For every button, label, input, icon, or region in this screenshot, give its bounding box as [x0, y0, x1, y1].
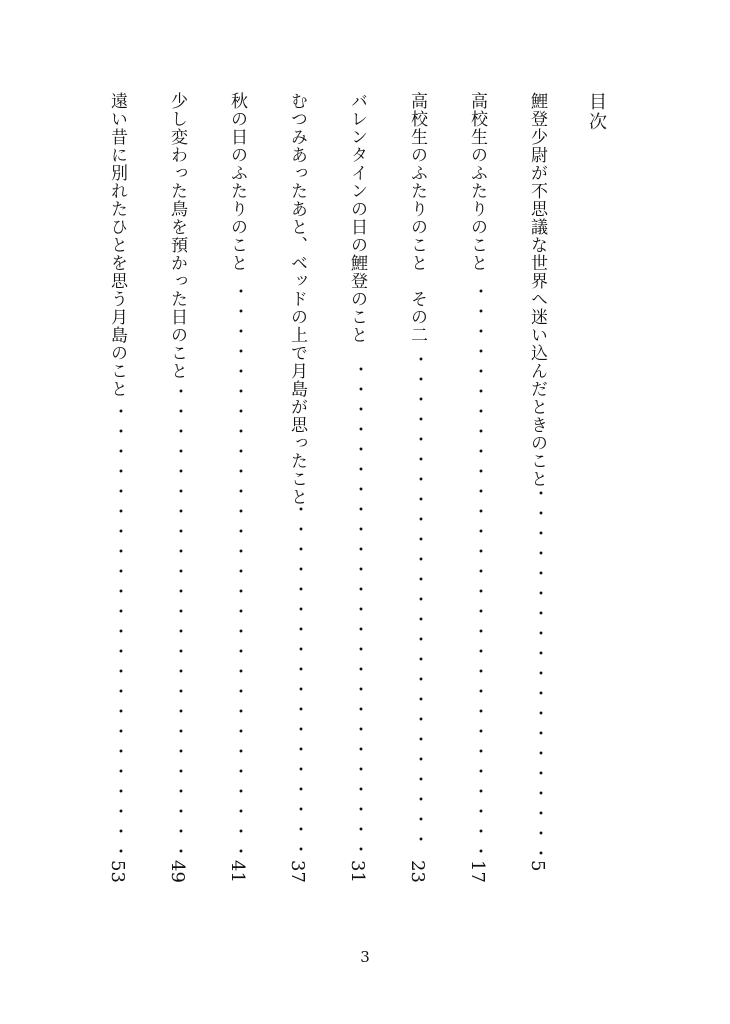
leader-dot: ・ [472, 762, 489, 781]
leader-dot: ・ [472, 402, 489, 421]
leader-dot: ・ [412, 430, 429, 449]
leader-dot: ・ [232, 662, 249, 681]
leader-dot: ・ [292, 720, 309, 739]
leader-dot: ・ [352, 480, 369, 499]
leader-dot: ・ [112, 622, 129, 641]
leader-dot: ・ [352, 840, 369, 859]
toc-entry [288, 92, 314, 892]
leader-dot: ・ [112, 602, 129, 621]
leader-dot: ・ [472, 842, 489, 861]
leader-dot: ・ [232, 842, 249, 861]
leader-dot: ・ [232, 682, 249, 701]
leader-dot: ・ [412, 510, 429, 529]
leader-dot: ・ [112, 842, 129, 861]
toc-entry-title: 秋の日のふたりのこと [227, 92, 247, 272]
leader-dot: ・ [352, 380, 369, 399]
leader-dot: ・ [112, 782, 129, 801]
leader-dot: ・ [352, 720, 369, 739]
toc-entry [468, 92, 494, 892]
leader-dot: ・ [172, 622, 189, 641]
leader-dot: ・ [292, 800, 309, 819]
leader-dot: ・ [112, 822, 129, 841]
leader-dot: ・ [532, 764, 549, 783]
leader-dot: ・ [352, 780, 369, 799]
leader-dot: ・ [412, 690, 429, 709]
leader-dot: ・ [232, 482, 249, 501]
toc-entry-page: 37 [287, 860, 308, 883]
toc-entry-leader [348, 360, 374, 862]
leader-dot: ・ [292, 500, 309, 519]
toc-entry-title: むつみあったあと、ベッドの上で月島が思ったこと [287, 92, 307, 506]
leader-dot: ・ [412, 790, 429, 809]
toc-entry-leader [168, 382, 194, 862]
leader-dot: ・ [232, 342, 249, 361]
leader-dot: ・ [292, 600, 309, 619]
toc-entry-leader [468, 282, 494, 862]
toc-entry-leader [228, 282, 254, 862]
leader-dot: ・ [352, 580, 369, 599]
toc-entry [528, 92, 554, 892]
leader-dot: ・ [532, 664, 549, 683]
leader-dot: ・ [472, 342, 489, 361]
leader-dot: ・ [172, 662, 189, 681]
leader-dot: ・ [112, 522, 129, 541]
leader-dot: ・ [472, 322, 489, 341]
leader-dot: ・ [352, 740, 369, 759]
leader-dot: ・ [112, 562, 129, 581]
leader-dot: ・ [532, 784, 549, 803]
leader-dot: ・ [472, 582, 489, 601]
toc-entry [228, 92, 254, 892]
leader-dot: ・ [412, 810, 429, 829]
leader-dot: ・ [172, 722, 189, 741]
leader-dot: ・ [112, 722, 129, 741]
leader-dot: ・ [472, 502, 489, 521]
leader-dot: ・ [412, 570, 429, 589]
leader-dot: ・ [292, 840, 309, 859]
leader-dot: ・ [532, 644, 549, 663]
leader-dot: ・ [232, 742, 249, 761]
leader-dot: ・ [352, 440, 369, 459]
leader-dot: ・ [172, 422, 189, 441]
leader-dot: ・ [412, 650, 429, 669]
leader-dot: ・ [532, 524, 549, 543]
leader-dot: ・ [352, 520, 369, 539]
leader-dot: ・ [112, 642, 129, 661]
leader-dot: ・ [412, 450, 429, 469]
leader-dot: ・ [172, 382, 189, 401]
leader-dot: ・ [232, 762, 249, 781]
leader-dot: ・ [232, 442, 249, 461]
leader-dot: ・ [172, 682, 189, 701]
leader-dot: ・ [172, 762, 189, 781]
leader-dot: ・ [472, 442, 489, 461]
leader-dot: ・ [412, 830, 429, 849]
leader-dot: ・ [532, 544, 549, 563]
leader-dot: ・ [352, 460, 369, 479]
leader-dot: ・ [472, 562, 489, 581]
leader-dot: ・ [472, 282, 489, 301]
leader-dot: ・ [232, 602, 249, 621]
leader-dot: ・ [472, 602, 489, 621]
leader-dot: ・ [232, 462, 249, 481]
leader-dot: ・ [172, 482, 189, 501]
leader-dot: ・ [352, 360, 369, 379]
leader-dot: ・ [172, 802, 189, 821]
leader-dot: ・ [292, 740, 309, 759]
leader-dot: ・ [472, 742, 489, 761]
toc-entry-page: 23 [407, 860, 428, 883]
leader-dot: ・ [472, 642, 489, 661]
leader-dot: ・ [112, 662, 129, 681]
leader-dot: ・ [472, 822, 489, 841]
leader-dot: ・ [412, 410, 429, 429]
leader-dot: ・ [232, 542, 249, 561]
leader-dot: ・ [532, 704, 549, 723]
leader-dot: ・ [292, 780, 309, 799]
leader-dot: ・ [232, 322, 249, 341]
leader-dot: ・ [472, 422, 489, 441]
leader-dot: ・ [292, 660, 309, 679]
toc-entry-leader [108, 402, 134, 862]
leader-dot: ・ [352, 800, 369, 819]
leader-dot: ・ [112, 802, 129, 821]
leader-dot: ・ [232, 802, 249, 821]
leader-dot: ・ [232, 282, 249, 301]
leader-dot: ・ [112, 442, 129, 461]
leader-dot: ・ [412, 530, 429, 549]
toc-entry-leader [408, 350, 434, 862]
leader-dot: ・ [172, 842, 189, 861]
leader-dot: ・ [112, 702, 129, 721]
leader-dot: ・ [532, 624, 549, 643]
leader-dot: ・ [232, 402, 249, 421]
toc-entry-title: 高校生のふたりのこと その二 [407, 92, 427, 344]
leader-dot: ・ [412, 470, 429, 489]
leader-dot: ・ [172, 582, 189, 601]
leader-dot: ・ [472, 802, 489, 821]
leader-dot: ・ [472, 522, 489, 541]
toc-entry [408, 92, 434, 892]
leader-dot: ・ [172, 562, 189, 581]
leader-dot: ・ [532, 564, 549, 583]
leader-dot: ・ [172, 522, 189, 541]
leader-dot: ・ [292, 540, 309, 559]
leader-dot: ・ [412, 610, 429, 629]
leader-dot: ・ [172, 822, 189, 841]
leader-dot: ・ [472, 362, 489, 381]
leader-dot: ・ [232, 622, 249, 641]
leader-dot: ・ [232, 582, 249, 601]
leader-dot: ・ [532, 504, 549, 523]
toc-entry-leader [288, 500, 314, 862]
leader-dot: ・ [112, 582, 129, 601]
leader-dot: ・ [532, 484, 549, 503]
leader-dot: ・ [352, 760, 369, 779]
leader-dot: ・ [352, 400, 369, 419]
leader-dot: ・ [412, 590, 429, 609]
leader-dot: ・ [472, 722, 489, 741]
leader-dot: ・ [412, 390, 429, 409]
leader-dot: ・ [352, 640, 369, 659]
leader-dot: ・ [412, 350, 429, 369]
leader-dot: ・ [112, 542, 129, 561]
leader-dot: ・ [232, 642, 249, 661]
leader-dot: ・ [112, 462, 129, 481]
leader-dot: ・ [232, 702, 249, 721]
toc-entry-title: 少し変わった鳥を預かった日のこと [167, 92, 187, 380]
page-number: 3 [360, 948, 370, 966]
leader-dot: ・ [532, 604, 549, 623]
leader-dot: ・ [292, 580, 309, 599]
leader-dot: ・ [352, 660, 369, 679]
leader-dot: ・ [112, 482, 129, 501]
toc-entry-page: 31 [347, 860, 368, 883]
leader-dot: ・ [532, 744, 549, 763]
leader-dot: ・ [232, 362, 249, 381]
toc-entry-title: 遠い昔に別れたひとを思う月島のこと [107, 92, 127, 398]
leader-dot: ・ [412, 730, 429, 749]
toc-entry-title: 鯉登少尉が不思議な世界へ迷い込んだときのこと [527, 92, 547, 488]
toc-entry-title: バレンタインの日の鯉登のこと [347, 92, 367, 344]
leader-dot: ・ [292, 820, 309, 839]
leader-dot: ・ [352, 820, 369, 839]
leader-dot: ・ [352, 620, 369, 639]
leader-dot: ・ [472, 682, 489, 701]
leader-dot: ・ [352, 420, 369, 439]
leader-dot: ・ [172, 542, 189, 561]
leader-dot: ・ [172, 642, 189, 661]
leader-dot: ・ [172, 442, 189, 461]
leader-dot: ・ [232, 382, 249, 401]
leader-dot: ・ [532, 584, 549, 603]
toc-entry [108, 92, 134, 892]
leader-dot: ・ [232, 562, 249, 581]
leader-dot: ・ [112, 682, 129, 701]
leader-dot: ・ [472, 462, 489, 481]
leader-dot: ・ [352, 560, 369, 579]
leader-dot: ・ [532, 684, 549, 703]
leader-dot: ・ [232, 422, 249, 441]
leader-dot: ・ [292, 760, 309, 779]
leader-dot: ・ [232, 722, 249, 741]
leader-dot: ・ [412, 770, 429, 789]
leader-dot: ・ [532, 824, 549, 843]
leader-dot: ・ [232, 502, 249, 521]
toc-entry-page: 41 [227, 860, 248, 883]
leader-dot: ・ [472, 702, 489, 721]
leader-dot: ・ [172, 782, 189, 801]
leader-dot: ・ [352, 500, 369, 519]
leader-dot: ・ [292, 680, 309, 699]
leader-dot: ・ [472, 782, 489, 801]
leader-dot: ・ [352, 700, 369, 719]
toc-entry [348, 92, 374, 892]
leader-dot: ・ [412, 710, 429, 729]
leader-dot: ・ [472, 302, 489, 321]
leader-dot: ・ [472, 622, 489, 641]
leader-dot: ・ [172, 402, 189, 421]
leader-dot: ・ [412, 490, 429, 509]
toc-entry-page: 53 [107, 860, 128, 883]
leader-dot: ・ [172, 462, 189, 481]
leader-dot: ・ [412, 370, 429, 389]
leader-dot: ・ [472, 382, 489, 401]
toc-entry-page: 5 [527, 860, 548, 872]
toc-entry [168, 92, 194, 892]
leader-dot: ・ [472, 662, 489, 681]
leader-dot: ・ [232, 522, 249, 541]
leader-dot: ・ [172, 502, 189, 521]
leader-dot: ・ [112, 422, 129, 441]
leader-dot: ・ [112, 502, 129, 521]
leader-dot: ・ [232, 782, 249, 801]
leader-dot: ・ [292, 620, 309, 639]
leader-dot: ・ [532, 844, 549, 863]
leader-dot: ・ [292, 560, 309, 579]
leader-dot: ・ [472, 482, 489, 501]
leader-dot: ・ [412, 630, 429, 649]
leader-dot: ・ [292, 640, 309, 659]
leader-dot: ・ [232, 302, 249, 321]
leader-dot: ・ [172, 702, 189, 721]
leader-dot: ・ [112, 762, 129, 781]
leader-dot: ・ [412, 750, 429, 769]
leader-dot: ・ [292, 700, 309, 719]
leader-dot: ・ [532, 804, 549, 823]
leader-dot: ・ [172, 742, 189, 761]
leader-dot: ・ [532, 724, 549, 743]
leader-dot: ・ [472, 542, 489, 561]
leader-dot: ・ [292, 520, 309, 539]
leader-dot: ・ [352, 540, 369, 559]
leader-dot: ・ [412, 670, 429, 689]
leader-dot: ・ [232, 822, 249, 841]
leader-dot: ・ [172, 602, 189, 621]
toc-heading: 目次 [586, 92, 607, 132]
leader-dot: ・ [352, 600, 369, 619]
leader-dot: ・ [352, 680, 369, 699]
leader-dot: ・ [112, 402, 129, 421]
leader-dot: ・ [112, 742, 129, 761]
toc-entry-page: 17 [467, 860, 488, 883]
leader-dot: ・ [412, 550, 429, 569]
toc-entry-leader [528, 484, 554, 864]
toc-entry-title: 高校生のふたりのこと [467, 92, 487, 272]
toc-entry-page: 49 [167, 860, 188, 883]
